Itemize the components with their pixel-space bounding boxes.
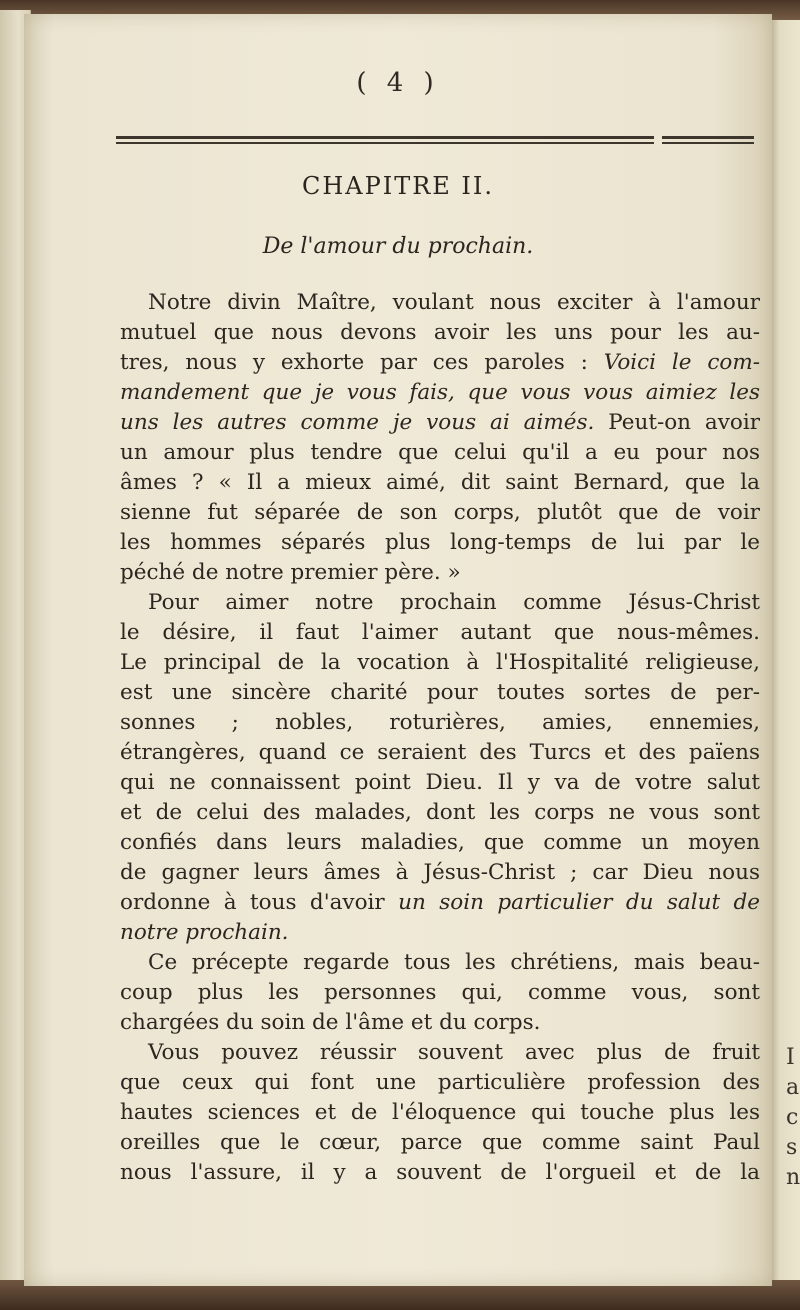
italic-segment: Voici le com- [603,350,760,375]
body-text [120,288,760,1188]
text-segment: péché de notre premier père. » [120,560,461,585]
text-line [120,1158,760,1188]
text-line [120,768,760,798]
text-segment: Peut-on avoir [594,410,760,435]
facing-page-edge [768,20,800,1285]
text-segment: qui ne connaissent point Dieu. Il y va de votre salut [120,770,760,795]
text-segment: Pour aimer notre prochain comme Jésus-Christ [148,590,760,615]
text-line [120,378,760,408]
page-number: ( 4 ) [356,68,440,98]
text-segment: étrangères, quand ce seraient des Turcs et des païens [120,740,760,765]
text-segment: Ce précepte regarde tous les chrétiens, mais beau- [148,950,760,975]
facing-page-fragment: n [786,1165,800,1190]
text-line [120,648,760,678]
text-segment: les hommes séparés plus long-temps de lui par le [120,530,760,555]
text-line [120,888,760,918]
text-line [120,318,760,348]
text-line [120,348,760,378]
text-line [120,528,760,558]
text-line [120,1068,760,1098]
text-segment: tres, nous y exhorte par ces paroles : [120,350,604,375]
italic-segment: un soin particulier du salut de [398,890,760,915]
text-segment: de gagner leurs âmes à Jésus-Christ ; car Dieu nous [120,860,760,885]
text-line [120,948,760,978]
text-segment: Le principal de la vocation à l'Hospitalité religieuse, [120,650,760,675]
text-line [120,858,760,888]
text-line [120,438,760,468]
text-segment: est une sincère charité pour toutes sortes de per- [120,680,760,705]
header-rule [116,136,754,146]
text-line [120,558,760,588]
text-segment: ordonne à tous d'avoir [120,890,399,915]
chapter-heading: CHAPITRE II. [301,172,495,200]
text-segment: chargées du soin de l'âme et du corps. [120,1010,541,1035]
text-segment: Notre divin Maître, voulant nous exciter à l'amour [148,290,760,315]
text-segment: et de celui des malades, dont les corps ne vous sont [120,800,760,825]
facing-page-fragment: a [786,1075,800,1100]
text-line [120,468,760,498]
text-line [120,798,760,828]
text-segment: Vous pouvez réussir souvent avec plus de fruit [148,1040,760,1065]
text-line [120,618,760,648]
text-line [120,1038,760,1068]
text-segment: sonnes ; nobles, roturières, amies, ennemies, [120,710,760,735]
text-segment: confiés dans leurs maladies, que comme un moyen [120,830,760,855]
text-segment: que ceux qui font une particulière profession des [120,1070,760,1095]
text-segment: mutuel que nous devons avoir les uns pour les au- [120,320,760,345]
text-segment: sienne fut séparée de son corps, plutôt que de voir [120,500,760,525]
text-segment: hautes sciences et de l'éloquence qui touche plus les [120,1100,760,1125]
text-line [120,678,760,708]
text-line [120,828,760,858]
text-line [120,918,760,948]
text-line [120,408,760,438]
text-line [120,978,760,1008]
text-line [120,1098,760,1128]
text-line [120,708,760,738]
facing-page-fragment: I [786,1045,795,1070]
text-segment: coup plus les personnes qui, comme vous, sont [120,980,760,1005]
text-line [120,498,760,528]
facing-page-fragment: s [786,1135,798,1160]
text-segment: oreilles que le cœur, parce que comme saint Paul [120,1130,760,1155]
chapter-subtitle: De l'amour du prochain. [262,234,534,259]
text-line [120,288,760,318]
text-segment: âmes ? « Il a mieux aimé, dit saint Bernard, que la [120,470,760,495]
text-segment: un amour plus tendre que celui qu'il a eu pour nos [120,440,760,465]
italic-segment: mandement que je vous fais, que vous vous aimiez les [120,380,760,405]
italic-segment: notre prochain. [120,920,289,945]
text-line [120,588,760,618]
book-page [24,14,772,1286]
text-line [120,1008,760,1038]
facing-page-fragment: c [786,1105,799,1130]
text-line [120,738,760,768]
text-segment: nous l'assure, il y a souvent de l'orgueil et de la [120,1160,760,1185]
text-line [120,1128,760,1158]
text-segment: le désire, il faut l'aimer autant que nous-mêmes. [120,620,760,645]
italic-segment: uns les autres comme je vous ai aimés. [120,410,595,435]
